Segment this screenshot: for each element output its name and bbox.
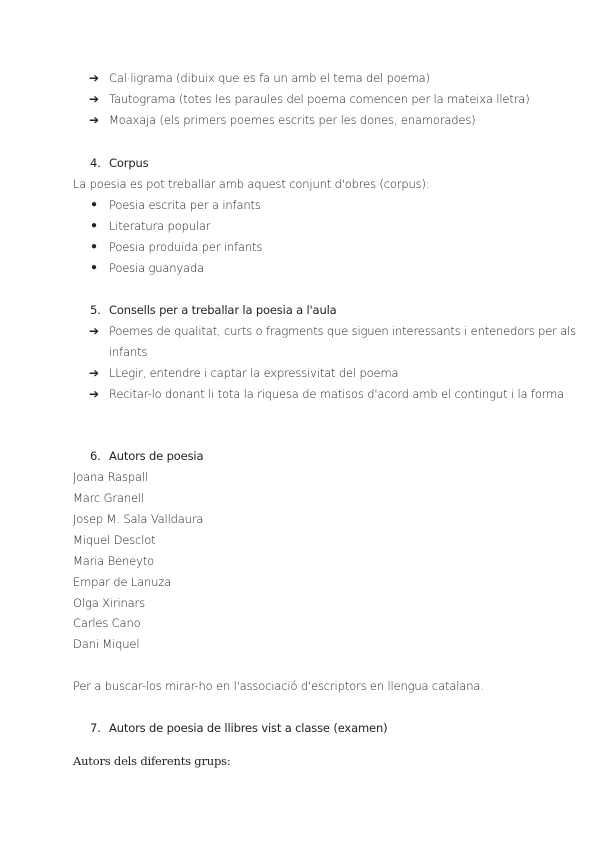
list-item: Tautograma (totes les paraules del poema comencen per la mateixa lletra) bbox=[109, 92, 530, 106]
author-name: Marc Granell bbox=[73, 491, 145, 505]
section-title: Consells per a treballar la poesia a l'aula bbox=[109, 303, 337, 317]
list-item: Literatura popular bbox=[109, 219, 211, 233]
list-item: Poesia escrita per a infants bbox=[109, 198, 261, 212]
section-title: Autors de poesia de llibres vist a classe (examen) bbox=[109, 721, 388, 735]
list-item: Cal·ligrama (dibuix que es fa un amb el tema del poema) bbox=[109, 71, 430, 85]
bullet-dot-icon: ● bbox=[91, 199, 97, 210]
list-item: Poesia produïda per infants bbox=[109, 240, 263, 254]
author-name: Olga Xirinars bbox=[73, 596, 145, 610]
paragraph: La poesia es pot treballar amb aquest conjunt d'obres (corpus): bbox=[73, 177, 430, 191]
list-item: Poesia guanyada bbox=[109, 261, 205, 275]
arrow-bullet-icon: ➔ bbox=[89, 387, 99, 401]
arrow-bullet-icon: ➔ bbox=[89, 71, 99, 85]
list-item: Moaxaja (els primers poemes escrits per les dones, enamorades) bbox=[109, 113, 476, 127]
section-number: 4. bbox=[90, 156, 101, 170]
author-name: Empar de Lanuza bbox=[73, 575, 172, 589]
author-name: Dani Miquel bbox=[73, 637, 140, 651]
author-name: Josep M. Sala Valldaura bbox=[73, 512, 204, 526]
section-number: 5. bbox=[90, 303, 101, 317]
paragraph: Per a buscar-los mirar-ho en l'associació d'escriptors en llengua catalana. bbox=[73, 679, 484, 693]
author-name: Joana Raspall bbox=[73, 470, 149, 484]
arrow-bullet-icon: ➔ bbox=[89, 113, 99, 127]
section-title: Corpus bbox=[109, 156, 149, 170]
bullet-dot-icon: ● bbox=[91, 262, 97, 273]
list-item: LLegir, entendre i captar la expressivitat del poema bbox=[109, 366, 399, 380]
arrow-bullet-icon: ➔ bbox=[89, 324, 99, 338]
section-number: 6. bbox=[90, 449, 101, 463]
list-item: Poemes de qualitat, curts o fragments que siguen interessants i entenedors per als bbox=[109, 324, 577, 338]
author-name: Miquel Desclot bbox=[73, 533, 156, 547]
groups-heading: Autors dels diferents grups: bbox=[73, 754, 231, 768]
section-title: Autors de poesia bbox=[109, 449, 204, 463]
author-name: Carles Cano bbox=[73, 616, 141, 630]
list-item-continuation: infants bbox=[109, 345, 148, 359]
bullet-dot-icon: ● bbox=[91, 241, 97, 252]
arrow-bullet-icon: ➔ bbox=[89, 366, 99, 380]
author-name: Maria Beneyto bbox=[73, 554, 154, 568]
bullet-dot-icon: ● bbox=[91, 220, 97, 231]
section-number: 7. bbox=[90, 721, 101, 735]
list-item: Recitar-lo donant li tota la riquesa de matisos d'acord amb el contingut i la forma bbox=[109, 387, 565, 401]
arrow-bullet-icon: ➔ bbox=[89, 92, 99, 106]
